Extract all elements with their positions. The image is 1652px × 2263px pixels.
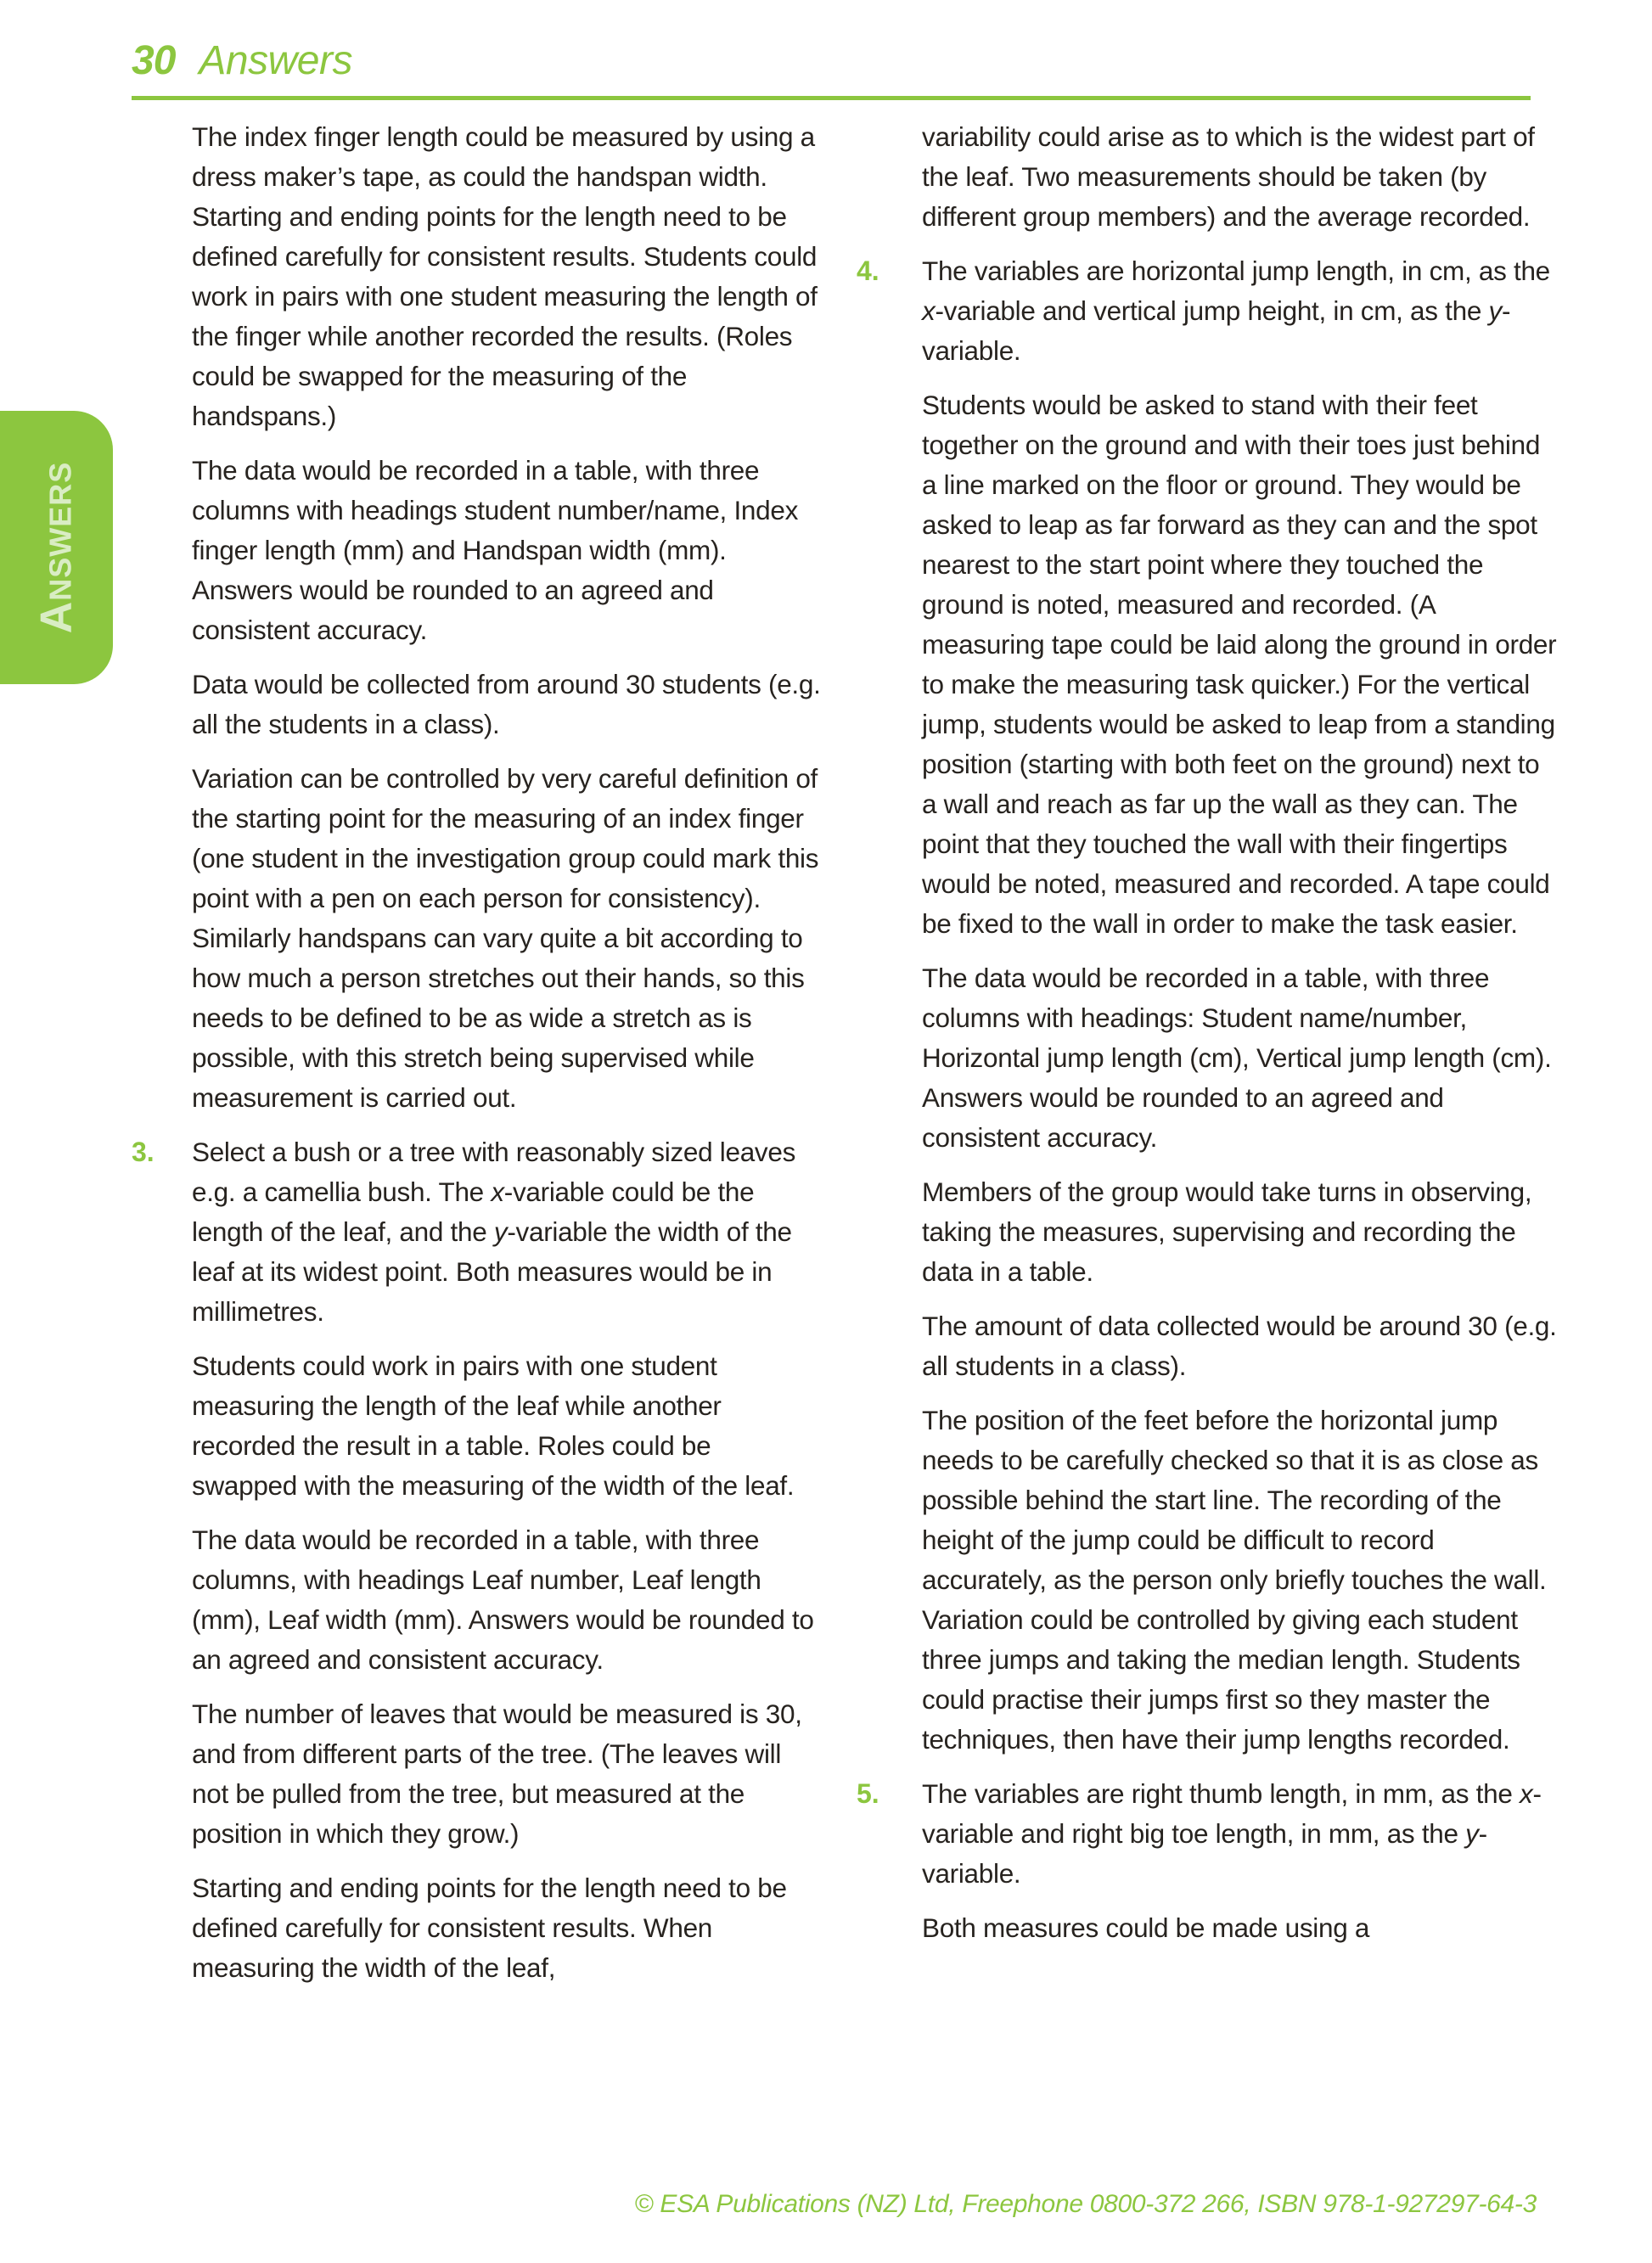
paragraph-text: The data would be recorded in a table, with three columns, with headings Leaf number, Leaf length (mm), Leaf width (mm). Answers would be rounded to an agreed and consistent accuracy.	[192, 1525, 814, 1675]
paragraph	[132, 117, 821, 436]
paragraph	[132, 1868, 821, 1988]
paragraph	[857, 1172, 1559, 1292]
item-number: 3.	[132, 1137, 155, 1167]
paragraph	[857, 385, 1559, 944]
item-number	[857, 1908, 922, 1948]
paragraph	[857, 1908, 1559, 1948]
item-number	[857, 1401, 922, 1760]
paragraph-text: Members of the group would take turns in observing, taking the measures, supervising and recording the data in a table.	[922, 1176, 1532, 1287]
item-number	[132, 665, 192, 744]
paragraph-text: Students could work in pairs with one student measuring the length of the leaf while another recorded the result in a table. Roles could be swapped with the measuring of the width of the leaf.	[192, 1350, 795, 1501]
paragraph	[132, 1694, 821, 1854]
paragraph	[857, 1306, 1559, 1386]
paragraph-text: The variables are horizontal jump length, in cm, as the x-variable and vertical jump height, in cm, as the y-variable.	[922, 256, 1550, 366]
item-number	[132, 117, 192, 436]
item-number	[132, 1868, 192, 1988]
paragraph-text: The data would be recorded in a table, with three columns with headings: Student name/number, Horizontal jump length (cm), Vertical jump length (cm). Answers would be rounded to an agreed and consistent accuracy.	[922, 963, 1552, 1153]
item-number	[857, 958, 922, 1158]
paragraph	[857, 117, 1559, 237]
item-number	[132, 1520, 192, 1680]
item-number	[857, 385, 922, 944]
paragraph	[132, 451, 821, 650]
answers-side-tab	[0, 411, 113, 684]
item-number: 5.	[857, 1778, 879, 1809]
right-column	[857, 117, 1559, 2002]
paragraph-text: Variation can be controlled by very careful definition of the starting point for the measuring of an index finger (one student in the investigation group could mark this point with a pen on each person for consistency). Similarly handspans can vary quite a bit according to how much a person stretches out their hands, so this needs to be defined to be as wide a stretch as is possible, with this stretch being supervised while measurement is carried out.	[192, 763, 819, 1113]
paragraph-text: Starting and ending points for the length need to be defined carefully for consistent results. When measuring the width of the leaf,	[192, 1873, 787, 1983]
answer-item-3	[132, 1132, 821, 1332]
paragraph	[132, 1520, 821, 1680]
paragraph-text: The number of leaves that would be measured is 30, and from different parts of the tree. (The leaves will not be pulled from the tree, but measured at the position in which they grow.)	[192, 1699, 802, 1849]
item-number	[857, 1306, 922, 1386]
paragraph-text: Both measures could be made using a	[922, 1912, 1370, 1943]
paragraph	[132, 665, 821, 744]
item-number	[132, 451, 192, 650]
paragraph-text: The amount of data collected would be around 30 (e.g. all students in a class).	[922, 1311, 1557, 1381]
page-number: 30	[132, 38, 176, 83]
paragraph-text: variability could arise as to which is the widest part of the leaf. Two measurements should be taken (by different group members) and the average recorded.	[922, 121, 1535, 232]
left-column	[132, 117, 821, 2002]
paragraph-text: Select a bush or a tree with reasonably sized leaves e.g. a camellia bush. The x-variable could be the length of the leaf, and the y-variable the width of the leaf at its widest point. Both measures would be in millimetres.	[192, 1137, 796, 1327]
item-number	[132, 1346, 192, 1506]
item-number	[857, 1172, 922, 1292]
page-header	[132, 37, 352, 84]
answer-item-5	[857, 1774, 1559, 1894]
paragraph-text: The position of the feet before the horizontal jump needs to be carefully checked so that it is as close as possible behind the start line. The recording of the height of the jump could be difficult to record accurately, as the person only briefly touches the wall. Variation could be controlled by giving each student three jumps and taking the median length. Students could practise their jumps first so they master the techniques, then have their jump lengths recorded.	[922, 1405, 1547, 1755]
content-columns	[132, 117, 1559, 2002]
paragraph-text: Students would be asked to stand with their feet together on the ground and with their toes just behind a line marked on the floor or ground. They would be asked to leap as far forward as they can and the spot nearest to the start point where they touched the ground is noted, measured and recorded. (A measuring tape could be laid along the ground in order to make the measuring task quicker.) For the vertical jump, students would be asked to leap from a standing position (starting with both feet on the ground) next to a wall and reach as far up the wall as they can. The point that they touched the wall with their fingertips would be noted, measured and recorded. A tape could be fixed to the wall in order to make the task easier.	[922, 390, 1557, 939]
page-title: Answers	[199, 38, 352, 83]
paragraph-text: The variables are right thumb length, in mm, as the x-variable and right big toe length, in mm, as the y-variable.	[922, 1778, 1542, 1889]
answer-item-4	[857, 251, 1559, 371]
answers-tab-label: Answers	[31, 461, 81, 634]
paragraph	[132, 1346, 821, 1506]
paragraph-text: The index finger length could be measured by using a dress maker’s tape, as could the handspan width. Starting and ending points for the length need to be defined carefully for consistent results. Students could work in pairs with one student measuring the length of the finger while another recorded the results. (Roles could be swapped for the measuring of the handspans.)	[192, 121, 818, 431]
item-number: 4.	[857, 256, 879, 286]
paragraph-text: The data would be recorded in a table, with three columns with headings student number/name, Index finger length (mm) and Handspan width (mm). Answers would be rounded to an agreed and consistent accuracy.	[192, 455, 799, 645]
item-number	[132, 1694, 192, 1854]
paragraph	[857, 958, 1559, 1158]
paragraph	[857, 1401, 1559, 1760]
item-number	[857, 117, 922, 237]
copyright-line: © ESA Publications (NZ) Ltd, Freephone 0800-372 266, ISBN 978-1-927297-64-3	[634, 2190, 1537, 2218]
page-footer	[635, 2190, 1537, 2219]
header-rule	[132, 96, 1531, 100]
paragraph	[132, 759, 821, 1118]
paragraph-text: Data would be collected from around 30 students (e.g. all the students in a class).	[192, 669, 821, 739]
item-number	[132, 759, 192, 1118]
